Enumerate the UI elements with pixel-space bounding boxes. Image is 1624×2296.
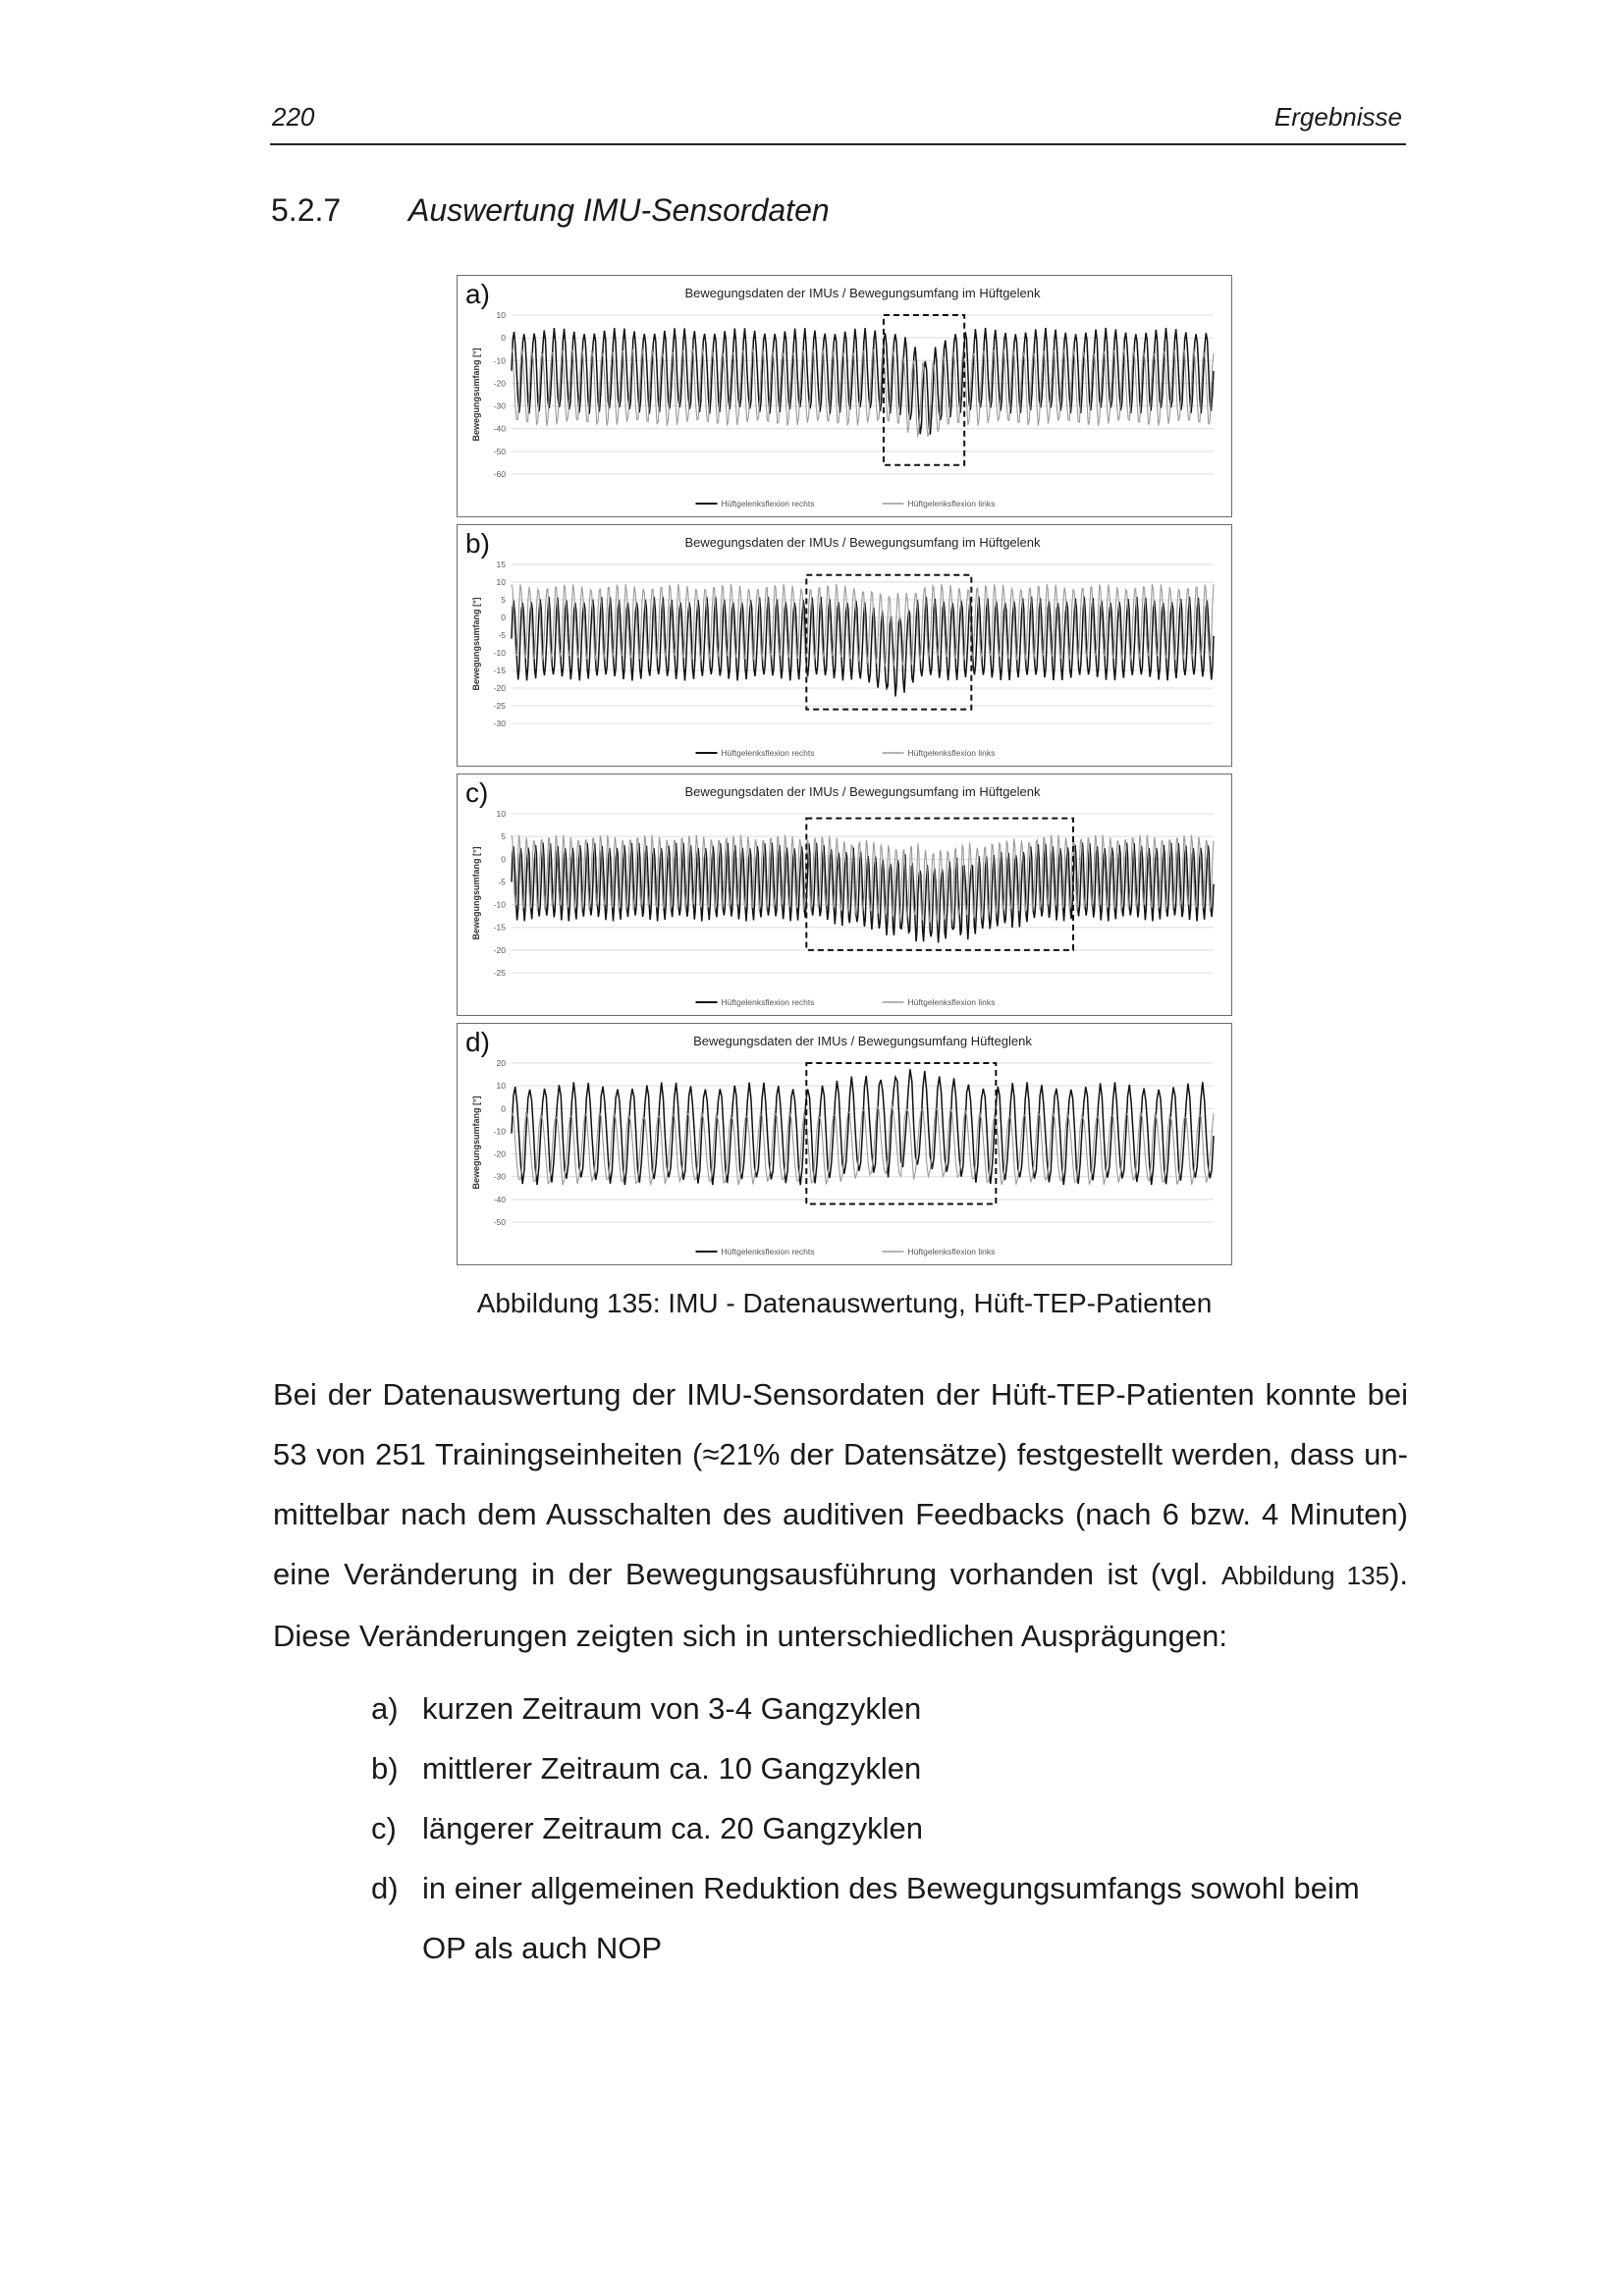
y-tick-label: -10 <box>493 355 506 366</box>
y-tick-label: 5 <box>501 595 506 605</box>
list-item-text: längerer Zeitraum ca. 20 Gangzyklen <box>422 1811 924 1845</box>
y-tick-label: -30 <box>493 719 506 728</box>
y-tick-label: -20 <box>493 944 506 955</box>
list-item-text: in einer allgemeinen Reduktion des Bewegungsumfangs sowohl beim OP als auch NOP <box>422 1871 1360 1965</box>
y-tick-label: 15 <box>496 560 506 569</box>
y-tick-label: -40 <box>493 1194 506 1204</box>
y-tick-label: 0 <box>501 613 506 622</box>
legend-entry: Hüftgelenksflexion links <box>907 499 996 508</box>
chart-svg-d <box>458 1024 1233 1266</box>
y-tick-label: 10 <box>496 809 506 819</box>
chart-title: Bewegungsdaten der IMUs / Bewegungsumfang im Hüftgelenk <box>684 784 1041 799</box>
y-tick-label: 10 <box>496 310 506 320</box>
paragraph-text: Bei der Datenauswertung der IMU-Sensordaten der Hüft-TEP-Patienten konnte bei 53 von 251 Trainingseinheiten (≈21% der Datensätze) festgestellt werden, dass unmittelbar nach dem Ausschalten des auditiven Feedbacks (nach 6 bzw. 4 Minuten) eine Veränderung in der Bewegungsausführung vorhanden ist (vgl. <box>273 1377 1408 1591</box>
y-axis-label: Bewegungsumfang [°] <box>471 347 481 442</box>
list-item <box>371 1798 1404 1858</box>
list-item-label: b) <box>371 1751 399 1786</box>
panel-label: c) <box>465 777 489 808</box>
y-tick-label: -5 <box>498 630 506 640</box>
running-header <box>270 94 1406 145</box>
list-item <box>371 1858 1404 1978</box>
list-item-label: a) <box>371 1691 399 1726</box>
findings-list <box>371 1679 1404 1978</box>
chart-title: Bewegungsdaten der IMUs / Bewegungsumfang im Hüftgelenk <box>684 535 1041 550</box>
y-tick-label: 10 <box>496 1081 506 1092</box>
chart-svg-b <box>458 525 1233 768</box>
legend-entry: Hüftgelenksflexion rechts <box>721 1247 815 1256</box>
y-tick-label: -20 <box>493 378 506 389</box>
chart-svg-a <box>458 276 1233 518</box>
legend-entry: Hüftgelenksflexion rechts <box>721 748 815 758</box>
list-item-text: mittlerer Zeitraum ca. 10 Gangzyklen <box>422 1751 922 1786</box>
y-tick-label: -20 <box>493 683 506 693</box>
legend-entry: Hüftgelenksflexion rechts <box>721 997 815 1007</box>
list-item <box>371 1679 1404 1738</box>
chart-panel-c <box>457 774 1232 1016</box>
list-item-label: c) <box>371 1811 397 1845</box>
chart-title: Bewegungsdaten der IMUs / Bewegungsumfang Hüfteglenk <box>693 1034 1032 1048</box>
section-title: Auswertung IMU-Sensordaten <box>408 192 830 228</box>
y-tick-label: 5 <box>501 831 506 842</box>
y-tick-label: 20 <box>496 1058 506 1068</box>
y-tick-label: -30 <box>493 400 506 411</box>
y-axis-label: Bewegungsumfang [°] <box>471 1095 481 1190</box>
section-number: 5.2.7 <box>271 192 342 228</box>
chart-panel-b <box>457 524 1232 767</box>
y-tick-label: 0 <box>501 1103 506 1114</box>
list-item <box>371 1738 1404 1798</box>
figure-reference-link[interactable]: Abbildung 135 <box>1220 1561 1390 1590</box>
list-item-text: kurzen Zeitraum von 3-4 Gangzyklen <box>422 1691 922 1726</box>
y-tick-label: -5 <box>498 877 506 887</box>
y-axis-label: Bewegungsumfang [°] <box>471 846 481 940</box>
y-tick-label: 0 <box>501 854 506 865</box>
y-tick-label: -15 <box>493 666 506 675</box>
chart-panel-a <box>457 275 1232 517</box>
y-tick-label: -25 <box>493 968 506 978</box>
panel-label: b) <box>465 528 490 559</box>
legend-entry: Hüftgelenksflexion links <box>907 997 996 1007</box>
panel-label: d) <box>465 1027 490 1057</box>
y-tick-label: -20 <box>493 1148 506 1159</box>
y-tick-label: -50 <box>493 446 506 456</box>
list-item-label: d) <box>371 1871 399 1905</box>
chart-svg-c <box>458 774 1233 1017</box>
y-tick-label: -10 <box>493 1126 506 1137</box>
y-tick-label: -15 <box>493 922 506 933</box>
page-number: 220 <box>272 102 315 132</box>
legend-entry: Hüftgelenksflexion rechts <box>721 499 815 508</box>
series-line-rechts <box>512 597 1214 697</box>
chart-title: Bewegungsdaten der IMUs / Bewegungsumfang im Hüftgelenk <box>684 286 1041 300</box>
body-paragraph <box>273 1364 1408 1666</box>
chart-panel-d <box>457 1023 1232 1265</box>
y-tick-label: -30 <box>493 1171 506 1182</box>
y-axis-label: Bewegungsumfang [°] <box>471 597 481 691</box>
y-tick-label: -40 <box>493 423 506 434</box>
running-title: Ergebnisse <box>1273 102 1402 132</box>
y-tick-label: 0 <box>501 333 506 344</box>
legend-entry: Hüftgelenksflexion links <box>907 1247 996 1256</box>
y-tick-label: -50 <box>493 1217 506 1227</box>
y-tick-label: -10 <box>493 648 506 658</box>
legend-entry: Hüftgelenksflexion links <box>907 748 996 758</box>
figure-caption: Abbildung 135: IMU - Datenauswertung, Hüft-TEP-Patienten <box>476 1288 1213 1318</box>
highlight-box <box>806 1063 996 1203</box>
figure-imu-charts <box>457 275 1232 1270</box>
y-tick-label: -60 <box>493 469 506 479</box>
y-tick-label: 10 <box>496 577 506 587</box>
paragraph-tail: ). Diese Veränderungen zeigten sich in unterschiedlichen Ausprägungen: <box>273 1557 1408 1653</box>
panel-label: a) <box>465 279 490 309</box>
y-tick-label: -10 <box>493 899 506 910</box>
y-tick-label: -25 <box>493 701 506 711</box>
